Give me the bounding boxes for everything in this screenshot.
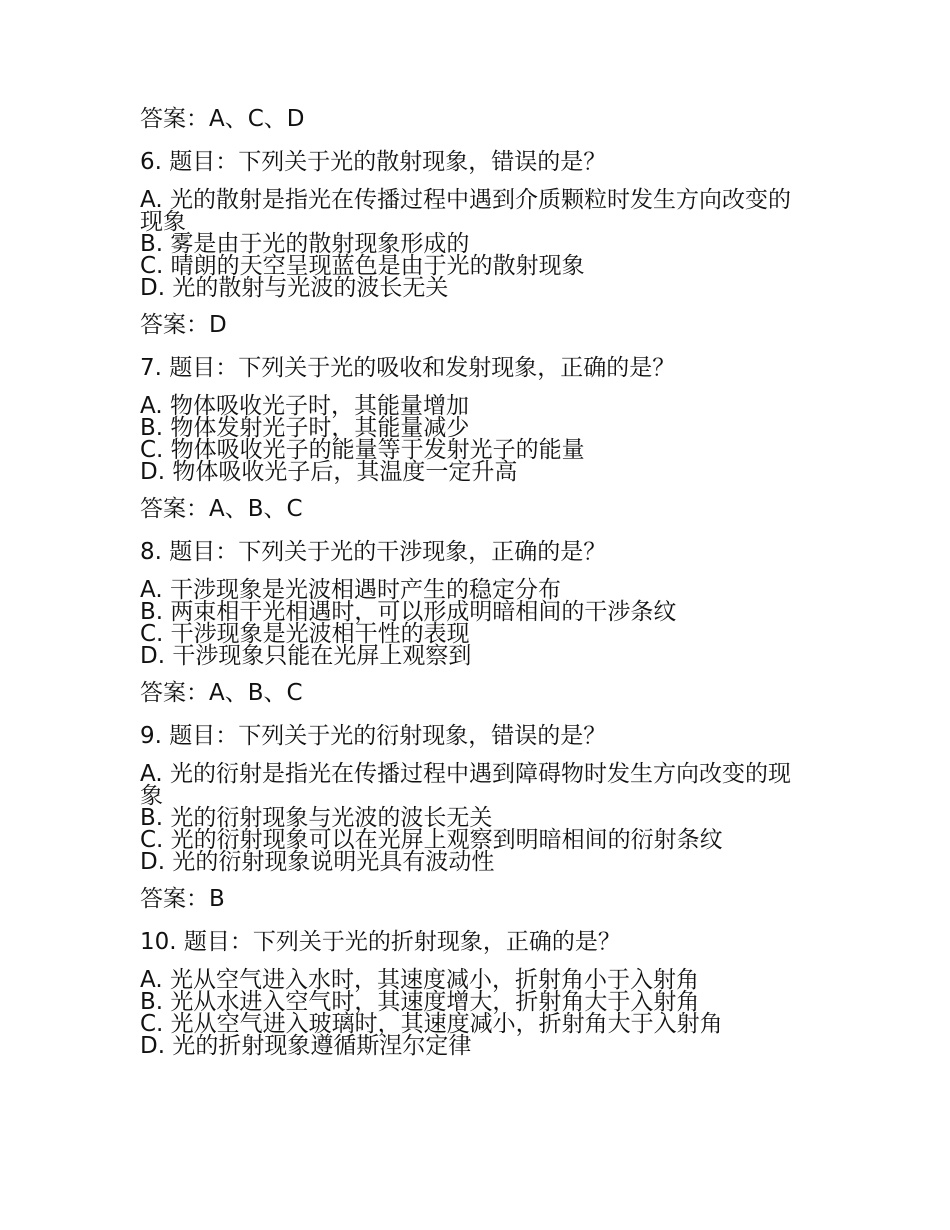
option-c: C. 物体吸收光子的能量等于发射光子的能量 (140, 437, 585, 463)
option-a: A. 物体吸收光子时，其能量增加 (140, 393, 469, 419)
question-title: 8. 题目：下列关于光的干涉现象，正确的是？ (140, 539, 607, 565)
option-d: D. 光的散射与光波的波长无关 (140, 275, 449, 301)
option-b: B. 两束相干光相遇时，可以形成明暗相间的干涉条纹 (140, 599, 677, 625)
option-c: C. 干涉现象是光波相干性的表现 (140, 621, 470, 647)
option-list (140, 969, 820, 1057)
question-title: 7. 题目：下列关于光的吸收和发射现象，正确的是？ (140, 355, 676, 381)
option-d: D. 光的折射现象遵循斯涅尔定律 (140, 1033, 472, 1059)
option-b: B. 光从水进入空气时，其速度增大，折射角大于入射角 (140, 989, 700, 1015)
question-title: 6. 题目：下列关于光的散射现象，错误的是？ (140, 149, 607, 175)
option-a: A. 光的衍射是指光在传播过程中遇到障碍物时发生方向改变的现象 (140, 761, 791, 809)
option-d: D. 光的衍射现象说明光具有波动性 (140, 849, 495, 875)
document-page (140, 103, 820, 1067)
question-title: 10. 题目：下列关于光的折射现象，正确的是？ (140, 929, 621, 955)
option-list (140, 189, 820, 299)
option-d: D. 干涉现象只能在光屏上观察到 (140, 643, 472, 669)
option-b: B. 雾是由于光的散射现象形成的 (140, 231, 470, 257)
answer-line: 答案：B (140, 886, 225, 912)
answer-line: 答案：D (140, 312, 227, 338)
answer-line: 答案：A、B、C (140, 496, 303, 522)
option-d: D. 物体吸收光子后，其温度一定升高 (140, 459, 518, 485)
option-list (140, 763, 820, 873)
question-title: 9. 题目：下列关于光的衍射现象，错误的是？ (140, 723, 607, 749)
option-b: B. 光的衍射现象与光波的波长无关 (140, 805, 493, 831)
answer-line: 答案：A、C、D (140, 106, 305, 132)
option-a: A. 光从空气进入水时，其速度减小，折射角小于入射角 (140, 967, 699, 993)
option-list (140, 395, 820, 483)
answer-line: 答案：A、B、C (140, 680, 303, 706)
option-b: B. 物体发射光子时，其能量减少 (140, 415, 470, 441)
option-c: C. 光从空气进入玻璃时，其速度减小，折射角大于入射角 (140, 1011, 723, 1037)
option-list (140, 579, 820, 667)
option-c: C. 晴朗的天空呈现蓝色是由于光的散射现象 (140, 253, 585, 279)
option-a: A. 干涉现象是光波相遇时产生的稳定分布 (140, 577, 561, 603)
option-c: C. 光的衍射现象可以在光屏上观察到明暗相间的衍射条纹 (140, 827, 723, 853)
option-a: A. 光的散射是指光在传播过程中遇到介质颗粒时发生方向改变的现象 (140, 187, 791, 235)
